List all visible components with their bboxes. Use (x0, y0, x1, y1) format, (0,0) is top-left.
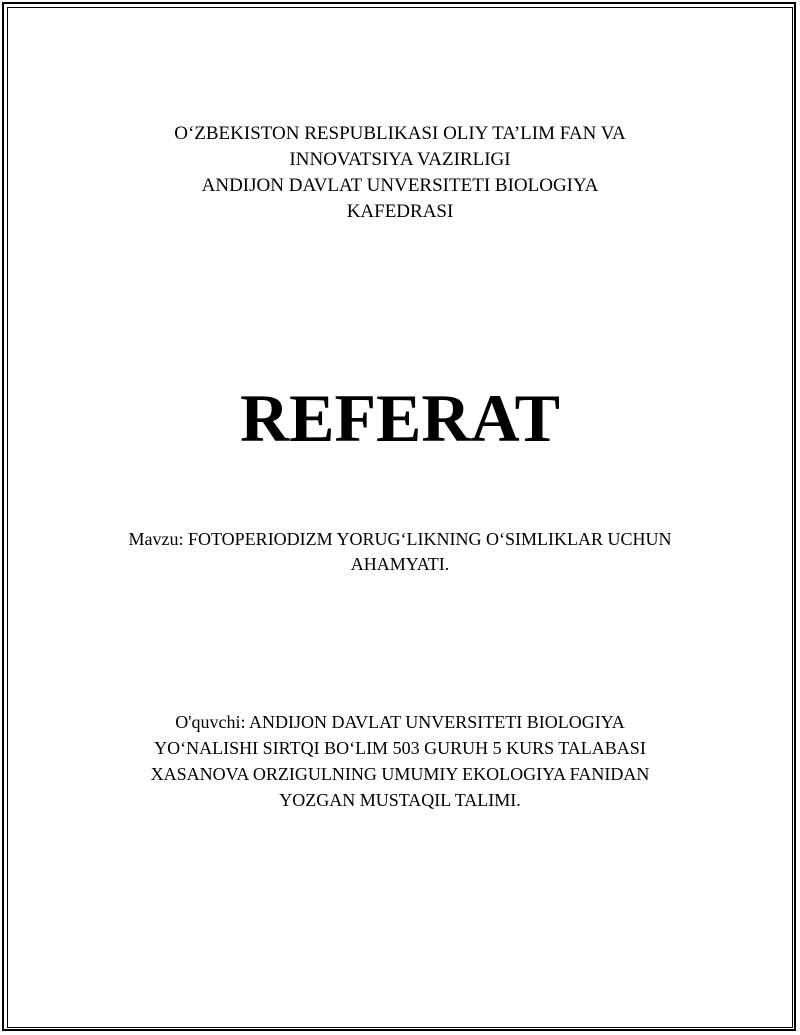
author-line: XASANOVA ORZIGULNING UMUMIY EKOLOGIYA FANIDAN (150, 764, 650, 784)
ministry-header (0, 121, 800, 225)
topic-line: AHAMYATI. (350, 554, 450, 574)
topic-section (0, 527, 800, 577)
header-line: INNOVATSIYA VAZIRLIGI (289, 149, 511, 170)
author-line: YOZGAN MUSTAQIL TALIMI. (279, 790, 521, 810)
document-title: REFERAT (240, 380, 560, 456)
header-line: KAFEDRASI (346, 201, 454, 222)
header-line: ANDIJON DAVLAT UNVERSITETI BIOLOGIYA (201, 175, 599, 196)
author-line: YO‘NALISHI SIRTQI BO‘LIM 503 GURUH 5 KURS TALABASI (154, 738, 646, 758)
header-line: O‘ZBEKISTON RESPUBLIKASI OLIY TA’LIM FAN VA (174, 123, 626, 144)
author-section (0, 709, 800, 813)
author-line: O'quvchi: ANDIJON DAVLAT UNVERSITETI BIOLOGIYA (175, 712, 625, 732)
topic-line: Mavzu: FOTOPERIODIZM YORUG‘LIKNING O‘SIMLIKLAR UCHUN (128, 529, 672, 549)
